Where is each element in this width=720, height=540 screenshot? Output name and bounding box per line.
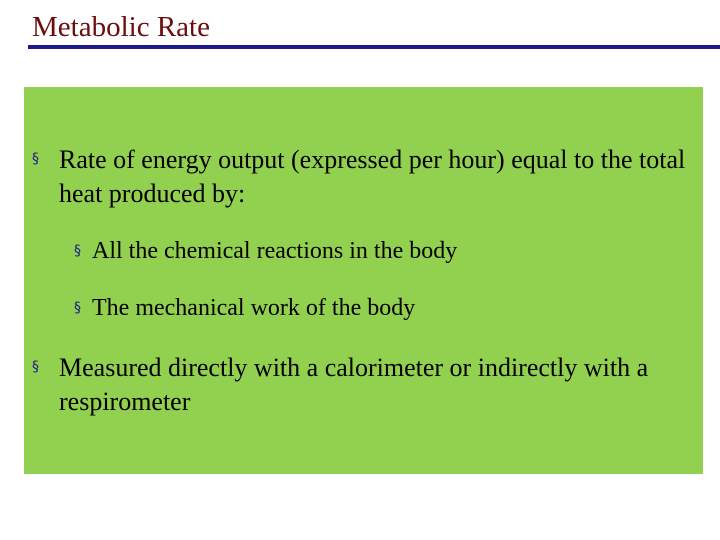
sub-bullet-chemical-reactions [74,236,694,267]
bullet-marker-icon: § [74,300,81,316]
bullet-marker-icon: § [32,359,39,375]
bullet-text: The mechanical work of the body [92,295,416,321]
bullet-marker-icon: § [32,151,39,167]
bullet-text: Rate of energy output (expressed per hour) equal to the total heat produced by: [59,145,686,208]
bullet-text: Measured directly with a calorimeter or indirectly with a respirometer [59,353,649,416]
bullet-measurement [32,351,692,419]
bullet-energy-output [32,143,692,211]
slide-title: Metabolic Rate [32,11,210,43]
sub-bullet-mechanical-work [74,293,694,324]
title-underline [28,45,720,49]
bullet-marker-icon: § [74,243,81,259]
bullet-text: All the chemical reactions in the body [92,238,458,264]
